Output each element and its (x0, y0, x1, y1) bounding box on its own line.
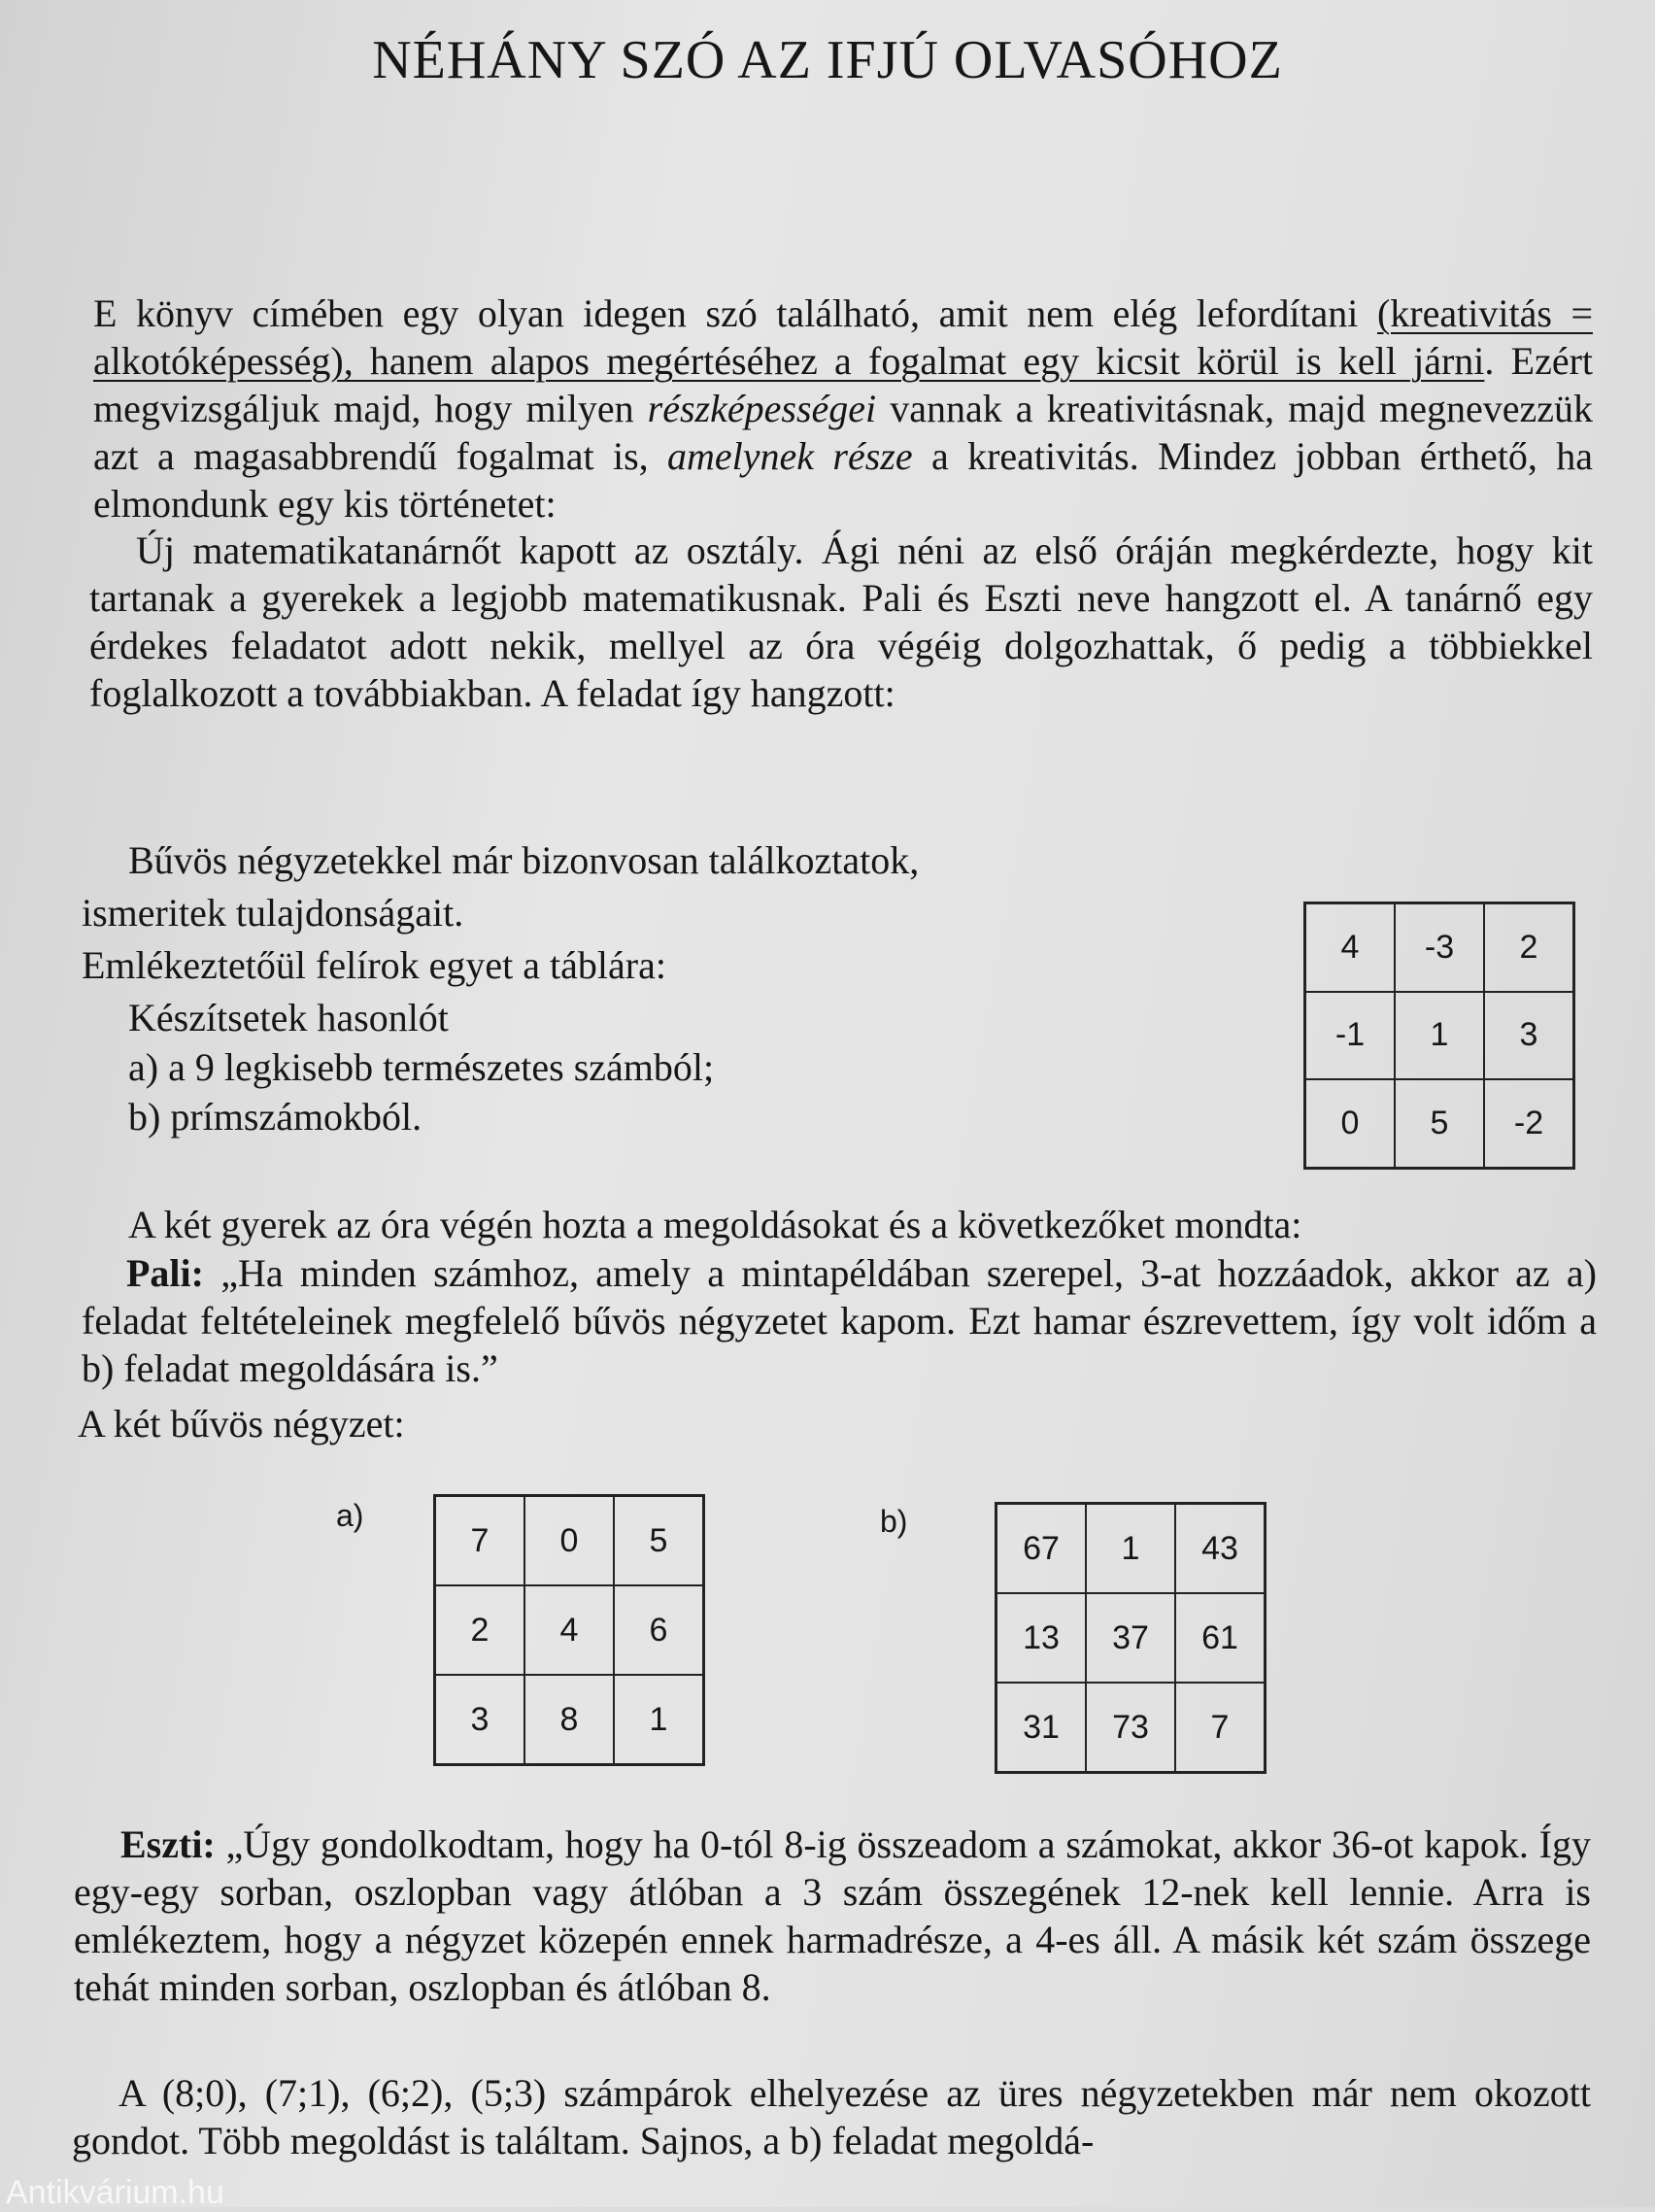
square-a-cell: 5 (614, 1496, 703, 1585)
pali-text: „Ha minden számhoz, amely a mintapéldában szerepel, 3-at hozzáadok, akkor az a) feladat feltételeinek megfelelő bűvös négyzetet kapom. Ezt hamar észrevettem, így volt időm a b) feladat megoldására is.” (82, 1251, 1597, 1390)
intro-text-1: E könyv címében egy olyan idegen szó található, amit nem elég lefordítani (93, 291, 1377, 335)
task-line-3: Emlékeztetőül felírok egyet a táblára: (82, 943, 666, 987)
square-a-label: a) (336, 1498, 364, 1533)
square-b-cell: 61 (1175, 1593, 1265, 1683)
magic-square-a (433, 1494, 705, 1766)
square-a-cell: 2 (435, 1585, 524, 1675)
square-a-cell: 8 (524, 1675, 614, 1764)
watermark: Antikvárium.hu (6, 2174, 224, 2211)
example-square-cell: -3 (1395, 903, 1484, 992)
intro-text-4: a kreativitás. Mindez jobban érthető, ha elmondunk egy kis történetet: (93, 434, 1593, 526)
eszti-name: Eszti: (120, 1822, 216, 1866)
square-b-cell: 67 (996, 1504, 1086, 1593)
result-intro: A két gyerek az óra végén hozta a megoldásokat és a következőket mondta: (128, 1203, 1302, 1246)
intro-text-3: vannak a kreativitásnak, majd megnevezzük azt a magasabbrendű fogalmat is, (93, 387, 1594, 478)
task-line-6: b) prímszámokból. (128, 1095, 422, 1139)
square-b-cell: 31 (996, 1683, 1086, 1772)
square-b-cell: 1 (1086, 1504, 1175, 1593)
example-square-cell: 1 (1395, 992, 1484, 1080)
example-square-cell: -1 (1305, 992, 1395, 1080)
example-square-cell: 4 (1305, 903, 1395, 992)
eszti-paragraph (74, 1821, 1591, 2011)
pali-name: Pali: (126, 1251, 204, 1295)
example-magic-square (1303, 902, 1575, 1170)
intro-emphasis-1: részképességei (647, 387, 877, 430)
square-a-cell: 4 (524, 1585, 614, 1675)
square-a-cell: 3 (435, 1675, 524, 1764)
intro-text-2: . Ezért megvizsgáljuk majd, hogy milyen (93, 339, 1594, 430)
square-b-cell: 7 (1175, 1683, 1265, 1772)
task-line-2: ismeritek tulajdonságait. (82, 891, 464, 935)
intro-emphasis-2: amelynek része (667, 434, 913, 478)
example-square-cell: 3 (1484, 992, 1573, 1080)
pali-paragraph (82, 1249, 1597, 1392)
example-square-cell: 0 (1305, 1079, 1395, 1168)
task-line-5: a) a 9 legkisebb természetes számból; (128, 1045, 715, 1089)
square-b-cell: 73 (1086, 1683, 1175, 1772)
page-title: NÉHÁNY SZÓ AZ IFJÚ OLVASÓHOZ (372, 30, 1283, 90)
example-square-cell: 5 (1395, 1079, 1484, 1168)
example-square-cell: -2 (1484, 1079, 1573, 1168)
task-line-1: Bűvös négyzetekkel már bizonvosan találkoztatok, (128, 838, 920, 882)
square-a-cell: 6 (614, 1585, 703, 1675)
square-b-cell: 13 (996, 1593, 1086, 1683)
intro-paragraph (93, 289, 1593, 527)
task-line-4: Készítsetek hasonlót (128, 996, 449, 1039)
square-a-cell: 0 (524, 1496, 614, 1585)
square-b-label: b) (880, 1504, 908, 1539)
squares-label: A két bűvös négyzet: (78, 1402, 405, 1446)
square-a-cell: 1 (614, 1675, 703, 1764)
eszti-text: „Úgy gondolkodtam, hogy ha 0-tól 8-ig összeadom a számokat, akkor 36-ot kapok. Így egy-egy sorban, oszlopban vagy átlóban a 3 szám összegének 12-nek kell lennie. Arra is emlékeztem, hogy a négyzet közepén ennek harmadrésze, a 4-es áll. A másik két szám összege tehát minden sorban, oszlopban és átlóban 8. (74, 1822, 1591, 2009)
intro-underlined-text: (kreativitás = alkotóképesség), hanem alapos megértéséhez a fogalmat egy kicsit körül is kell járni (93, 291, 1593, 383)
final-paragraph: A (8;0), (7;1), (6;2), (5;3) számpárok elhelyezése az üres négyzetekben már nem okozott gondot. Több megoldást is találtam. Sajnos, a b) feladat megoldá- (72, 2071, 1591, 2162)
square-a-cell: 7 (435, 1496, 524, 1585)
square-b-cell: 43 (1175, 1504, 1265, 1593)
magic-square-b (995, 1502, 1267, 1774)
example-square-cell: 2 (1484, 903, 1573, 992)
square-b-cell: 37 (1086, 1593, 1175, 1683)
story-paragraph: Új matematikatanárnőt kapott az osztály. Ági néni az első óráján megkérdezte, hogy kit tartanak a gyerekek a legjobb matematikusnak. Pali és Eszti neve hangzott el. A tanárnő egy érdekes feladatot adott nekik, mellyel az óra végéig dolgozhattak, ő pedig a többiekkel foglalkozott a továbbiakban. A feladat így hangzott: (89, 528, 1593, 715)
